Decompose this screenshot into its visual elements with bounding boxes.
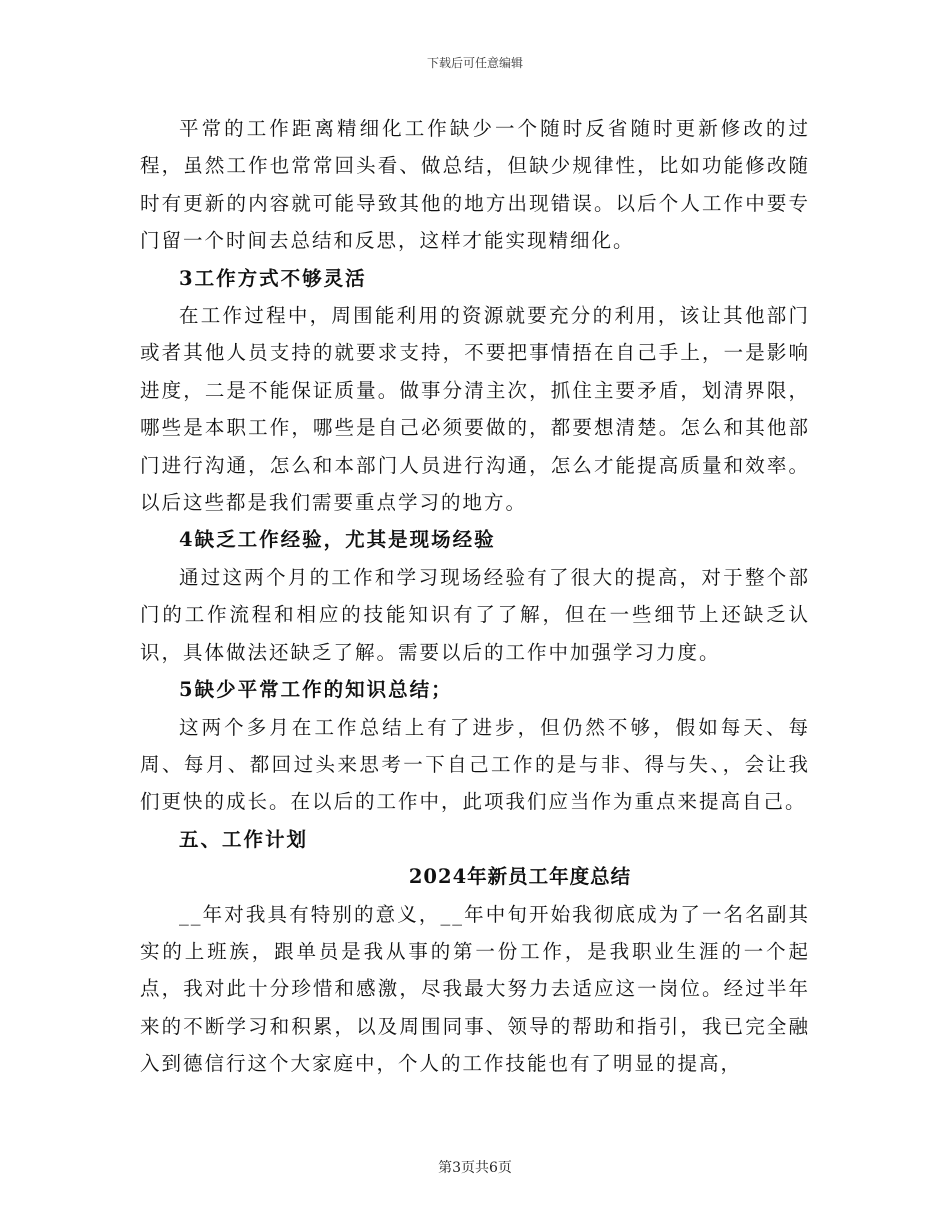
heading-experience: 4缺乏工作经验，尤其是现场经验 <box>179 528 496 552</box>
paragraph-year-summary: __年对我具有特别的意义，__年中旬开始我彻底成为了一名名副其实的上班族，跟单员是我从事的第一份工作，是我职业生涯的一个起点，我对此十分珍惜和感激，尽我最大努力去适应这一岗位。经过半年来的不断学习和积累，以及周围同事、领导的帮助和指引，我已完全融入到德信行这个大家庭中，个人的工作技能也有了明显的提高， <box>140 902 810 1076</box>
document-body <box>140 110 810 1083</box>
heading-work-method: 3工作方式不够灵活 <box>179 266 367 290</box>
heading-work-plan: 五、工作计划 <box>179 827 309 851</box>
page-number: 第3页共6页 <box>438 1160 512 1176</box>
paragraph-refinement: 平常的工作距离精细化工作缺少一个随时反省随时更新修改的过程，虽然工作也常常回头看、做总结，但缺少规律性，比如功能修改随时有更新的内容就可能导致其他的地方出现错误。以后个人工作中要专门留一个时间去总结和反思，这样才能实现精细化。 <box>140 117 810 253</box>
document-title: 2024年新员工年度总结 <box>408 865 632 889</box>
paragraph-work-method: 在工作过程中，周围能利用的资源就要充分的利用，该让其他部门或者其他人员支持的就要求支持，不要把事情捂在自己手上，一是影响进度，二是不能保证质量。做事分清主次，抓住主要矛盾，划清界限，哪些是本职工作，哪些是自己必须要做的，都要想清楚。怎么和其他部门进行沟通，怎么和本部门人员进行沟通，怎么才能提高质量和效率。以后这些都是我们需要重点学习的地方。 <box>140 304 810 515</box>
paragraph-knowledge-summary: 这两个多月在工作总结上有了进步，但仍然不够，假如每天、每周、每月、都回过头来思考一下自己工作的是与非、得与失、，会让我们更快的成长。在以后的工作中，此项我们应当作为重点来提高自己。 <box>140 715 810 814</box>
heading-knowledge-summary: 5缺少平常工作的知识总结； <box>179 678 453 702</box>
page-header: 下载后可任意编辑 <box>426 56 523 70</box>
paragraph-experience: 通过这两个月的工作和学习现场经验有了很大的提高，对于整个部门的工作流程和相应的技能知识有了了解，但在一些细节上还缺乏认识，具体做法还缺乏了解。需要以后的工作中加强学习力度。 <box>140 565 810 664</box>
